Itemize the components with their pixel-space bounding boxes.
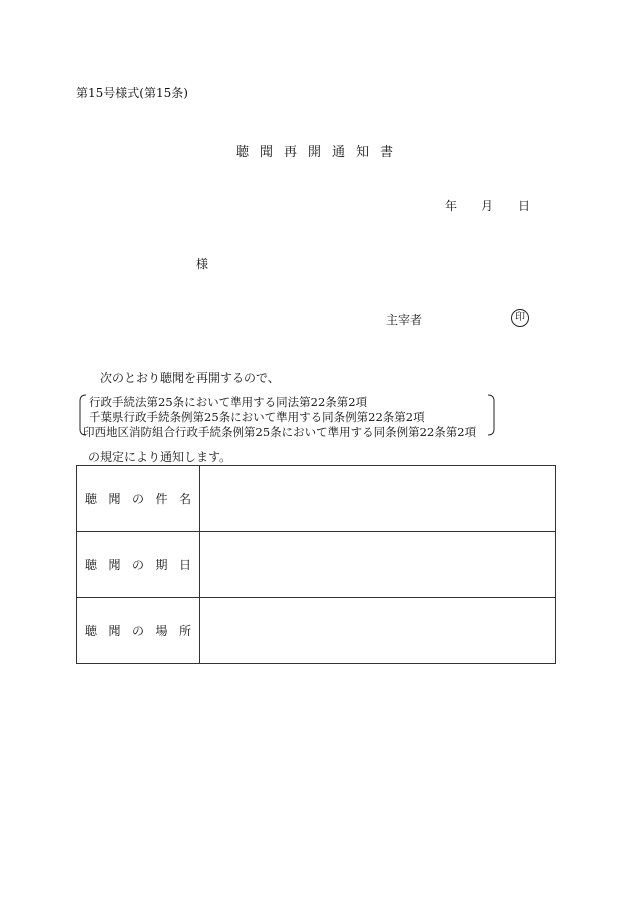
law-reference-1: 行政手続法第25条において準用する同法第22条第2項 [89, 395, 368, 409]
seal-mark: 印 [511, 309, 529, 327]
hearing-info-table [76, 465, 556, 664]
date-month: 月 [481, 199, 494, 213]
label-char: 所 [178, 624, 191, 638]
label-char: 聞 [108, 492, 121, 506]
label-char: の [131, 492, 144, 506]
date-line [445, 197, 530, 214]
addressee-honorific: 様 [196, 257, 209, 271]
label-char: 場 [155, 624, 168, 638]
date-day: 日 [518, 199, 531, 213]
label-char: 聞 [108, 624, 121, 638]
label-char: 聴 [85, 558, 98, 572]
table-row [77, 532, 556, 598]
label-char: 期 [155, 558, 168, 572]
form-number: 第15号様式(第15条) [76, 86, 188, 100]
value-date[interactable] [200, 532, 556, 598]
notice-text: の規定により通知します。 [88, 450, 232, 464]
row-label-subject [77, 466, 200, 532]
label-char: 聞 [108, 558, 121, 572]
value-subject[interactable] [200, 466, 556, 532]
label-char: 日 [178, 558, 191, 572]
label-char: 聴 [85, 492, 98, 506]
row-label-place [77, 598, 200, 664]
intro-text: 次のとおり聴聞を再開するので、 [100, 371, 280, 385]
label-char: 件 [155, 492, 168, 506]
document-title: 聴聞再開通知書 [236, 145, 405, 160]
table-row [77, 466, 556, 532]
chairperson-label: 主宰者 [386, 313, 423, 327]
label-char: の [131, 624, 144, 638]
date-year: 年 [445, 199, 458, 213]
value-place[interactable] [200, 598, 556, 664]
law-reference-3: 印西地区消防組合行政手続条例第25条において準用する同条例第22条第2項 [83, 425, 477, 439]
row-label-date [77, 532, 200, 598]
law-reference-2: 千葉県行政手続条例第25条において準用する同条例第22条第2項 [89, 410, 425, 424]
law-reference-group [76, 393, 498, 437]
label-char: の [131, 558, 144, 572]
table-row [77, 598, 556, 664]
label-char: 聴 [85, 624, 98, 638]
label-char: 名 [178, 492, 191, 506]
